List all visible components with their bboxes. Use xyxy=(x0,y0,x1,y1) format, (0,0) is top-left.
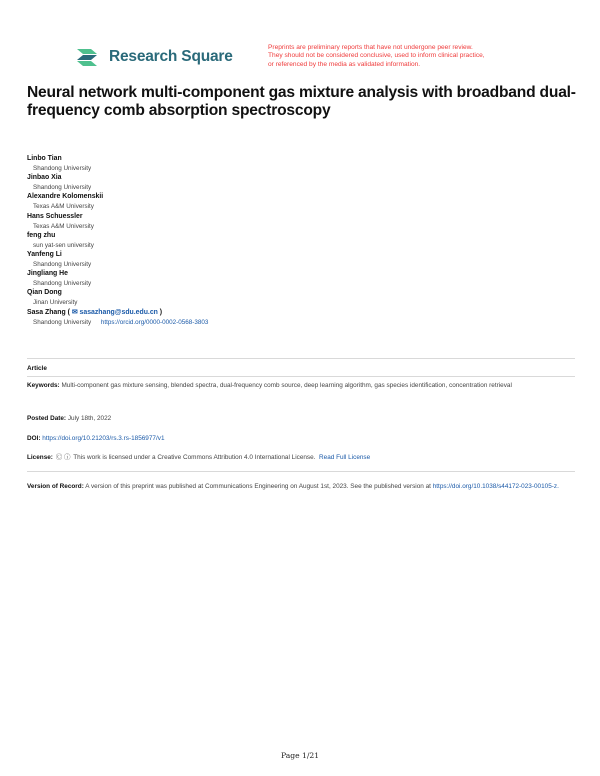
author-name[interactable]: Jinbao Xia xyxy=(27,174,62,182)
published-version-link[interactable]: https://doi.org/10.1038/s44172-023-00105-z. xyxy=(432,483,559,490)
author-name[interactable]: Hans Schuessler xyxy=(27,212,83,220)
preprint-disclaimer xyxy=(268,44,568,69)
author-name[interactable]: Jingliang He xyxy=(27,270,68,278)
author-entry xyxy=(27,173,567,192)
disclaimer-line: They should not be considered conclusive, used to inform clinical practice, xyxy=(268,52,485,60)
author-affiliation: Texas A&M University xyxy=(33,203,94,211)
corresponding-author-entry xyxy=(27,308,567,327)
version-of-record-text: A version of this preprint was published at Communications Engineering on August 1st, 2023. See the published version at xyxy=(85,483,431,490)
author-entry xyxy=(27,250,567,269)
doi-label: DOI: xyxy=(27,435,41,442)
author-name[interactable]: Linbo Tian xyxy=(27,155,62,162)
disclaimer-line: Preprints are preliminary reports that have not undergone peer review. xyxy=(268,44,473,51)
email-link[interactable] xyxy=(72,309,158,316)
author-affiliation: sun yat-sen university xyxy=(33,241,94,249)
research-square-logo[interactable] xyxy=(75,46,233,68)
author-affiliation: Shandong University xyxy=(33,165,92,172)
corresponding-author-name xyxy=(27,308,567,318)
version-of-record xyxy=(27,482,567,491)
page-number: Page 1/21 xyxy=(280,751,320,760)
author-entry xyxy=(27,269,567,288)
author-name[interactable]: Alexandre Kolomenskii xyxy=(27,193,104,201)
email-address: sasazhang@sdu.edu.cn xyxy=(79,308,158,316)
posted-date-value: July 18th, 2022 xyxy=(67,415,112,422)
divider xyxy=(27,471,575,472)
keywords xyxy=(27,381,567,390)
author-entry xyxy=(27,231,567,250)
doi xyxy=(27,434,567,443)
author-affiliation: Shandong University xyxy=(33,261,92,269)
author-affiliation: Shandong University xyxy=(33,280,92,288)
keywords-text: Multi-component gas mixture sensing, blended spectra, dual-frequency comb source, deep learning algorithm, gas species identification, concentration retrieval xyxy=(61,382,512,389)
license xyxy=(27,453,567,462)
author-name[interactable]: Qian Dong xyxy=(27,289,62,297)
divider xyxy=(27,358,575,359)
keywords-label: Keywords: xyxy=(27,382,60,389)
research-square-logo-icon xyxy=(75,46,103,68)
read-full-license-link[interactable]: Read Full License xyxy=(319,454,371,461)
paren-open: ( xyxy=(67,308,70,316)
logo-text: Research Square xyxy=(109,48,233,65)
author-affiliation-row xyxy=(27,318,567,327)
author-affiliation: Shandong University xyxy=(33,184,92,192)
author-entry xyxy=(27,192,567,211)
posted-date xyxy=(27,414,567,423)
author-affiliation: Shandong University xyxy=(33,318,92,326)
author-list xyxy=(27,154,567,327)
author-name[interactable]: Yanfeng Li xyxy=(27,251,62,259)
license-label: License: xyxy=(27,454,53,461)
version-of-record-label: Version of Record: xyxy=(27,483,84,490)
author-name[interactable]: feng zhu xyxy=(27,231,56,239)
divider xyxy=(27,376,575,377)
posted-date-label: Posted Date: xyxy=(27,415,67,422)
paper-title: Neural network multi-component gas mixture analysis with broadband dual-frequency comb absorption spectroscopy xyxy=(27,84,576,119)
author-affiliation: Jinan University xyxy=(33,299,78,307)
license-text: This work is licensed under a Creative Commons Attribution 4.0 International License. xyxy=(73,454,316,461)
disclaimer-line: or referenced by the media as validated information. xyxy=(268,60,421,68)
orcid-link[interactable]: https://orcid.org/0000-0002-0568-3803 xyxy=(100,318,209,326)
author-entry xyxy=(27,212,567,231)
author-entry xyxy=(27,154,567,173)
paren-close: ) xyxy=(159,308,163,316)
article-type xyxy=(27,364,567,373)
author-affiliation: Texas A&M University xyxy=(33,222,94,230)
envelope-icon: ✉ xyxy=(71,308,78,316)
article-type-label: Article xyxy=(27,365,47,372)
author-name[interactable]: Sasa Zhang xyxy=(27,308,66,316)
doi-link[interactable]: https://doi.org/10.21203/rs.3.rs-1856977/v1 xyxy=(42,435,165,442)
creative-commons-icon: Ⓒ ⓘ xyxy=(55,454,71,461)
author-entry xyxy=(27,288,567,307)
